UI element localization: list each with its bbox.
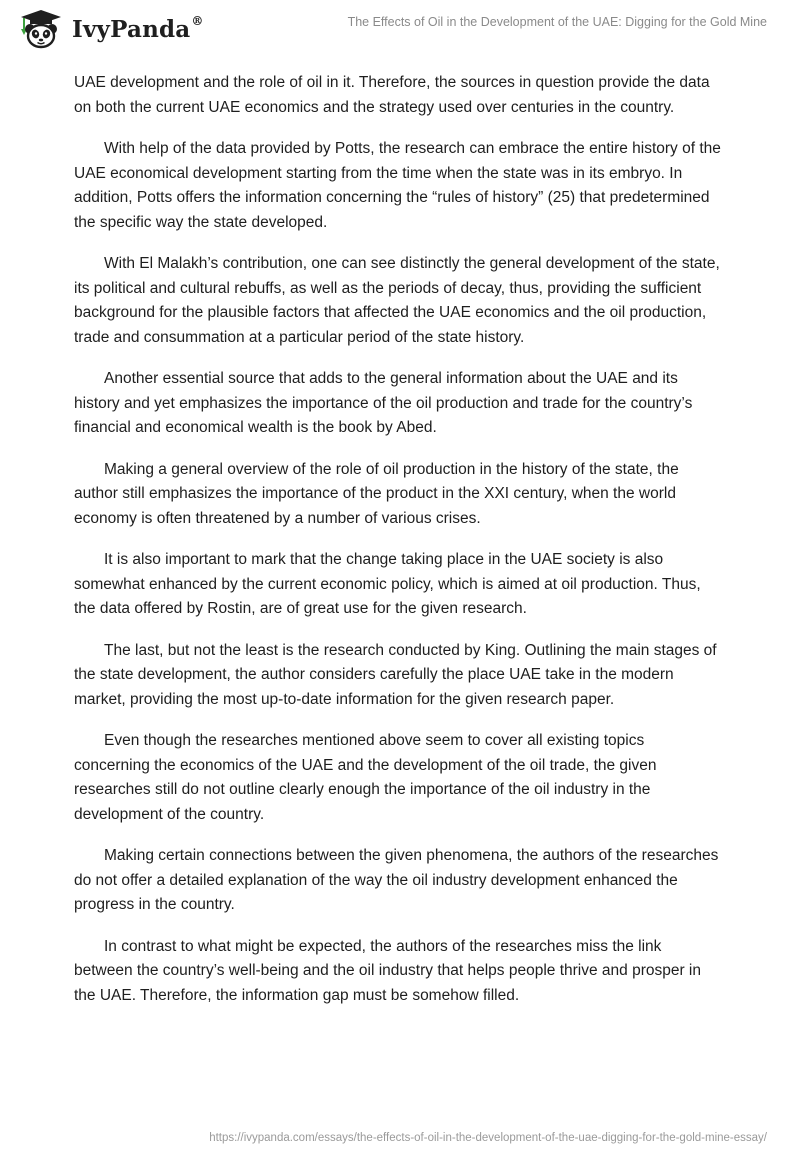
essay-body xyxy=(74,71,724,1025)
paragraph: The last, but not the least is the research conducted by King. Outlining the main stages of the state development, the author considers carefully the place UAE take in the modern market, providing the most up-to-date information for the given research paper. xyxy=(74,641,717,708)
brand-name: IvyPanda® xyxy=(72,13,204,43)
paragraph: Making certain connections between the given phenomena, the authors of the researches do not offer a detailed explanation of the way the oil industry development enhanced the progress in the country. xyxy=(74,847,719,913)
paragraph: With help of the data provided by Potts, the research can embrace the entire history of the UAE economical development starting from the time when the state was in its embryo. In addition, Potts offers the information concerning the “rules of history” (25) that predetermined the specific way the state developed. xyxy=(74,140,721,231)
document-title: The Effects of Oil in the Development of the UAE: Digging for the Gold Mine xyxy=(347,15,767,29)
page-header xyxy=(0,0,800,64)
paragraph: UAE development and the role of oil in it. Therefore, the sources in question provide the data on both the current UAE economics and the strategy used over centuries in the country. xyxy=(74,74,710,116)
paragraph: Another essential source that adds to the general information about the UAE and its history and yet emphasizes the importance of the oil production and trade for the country’s financial and economical wealth is the book by Abed. xyxy=(74,370,693,436)
paragraph: In contrast to what might be expected, the authors of the researches miss the link between the country’s well-being and the oil industry that helps people thrive and prosper in the UAE. Therefore, the information gap must be somehow filled. xyxy=(74,937,701,1004)
source-url-link[interactable]: https://ivypanda.com/essays/the-effects-of-oil-in-the-development-of-the-uae-digging-for-the-gold-mine-essay/ xyxy=(209,1132,767,1144)
paragraph: It is also important to mark that the change taking place in the UAE society is also somewhat enhanced by the current economic policy, which is aimed at oil production. Thus, the data offered by Rostin, are of great use for the given research. xyxy=(74,551,701,617)
ivypanda-logo[interactable] xyxy=(16,9,204,49)
paragraph: With El Malakh’s contribution, one can see distinctly the general development of the state, its political and cultural rebuffs, as well as the periods of decay, thus, providing the sufficient background for the plausible factors that affected the UAE economics and the oil production, trade and consummation at a particular period of the state history. xyxy=(74,255,720,346)
paragraph: Making a general overview of the role of oil production in the history of the state, the author still emphasizes the importance of the product in the XXI century, when the world economy is often threatened by a number of various crises. xyxy=(74,460,679,527)
paragraph: Even though the researches mentioned above seem to cover all existing topics concerning the economics of the UAE and the development of the oil trade, the given researches still do not outline clearly enough the importance of the oil industry in the development of the country. xyxy=(74,732,657,823)
panda-logo-icon xyxy=(16,9,66,49)
